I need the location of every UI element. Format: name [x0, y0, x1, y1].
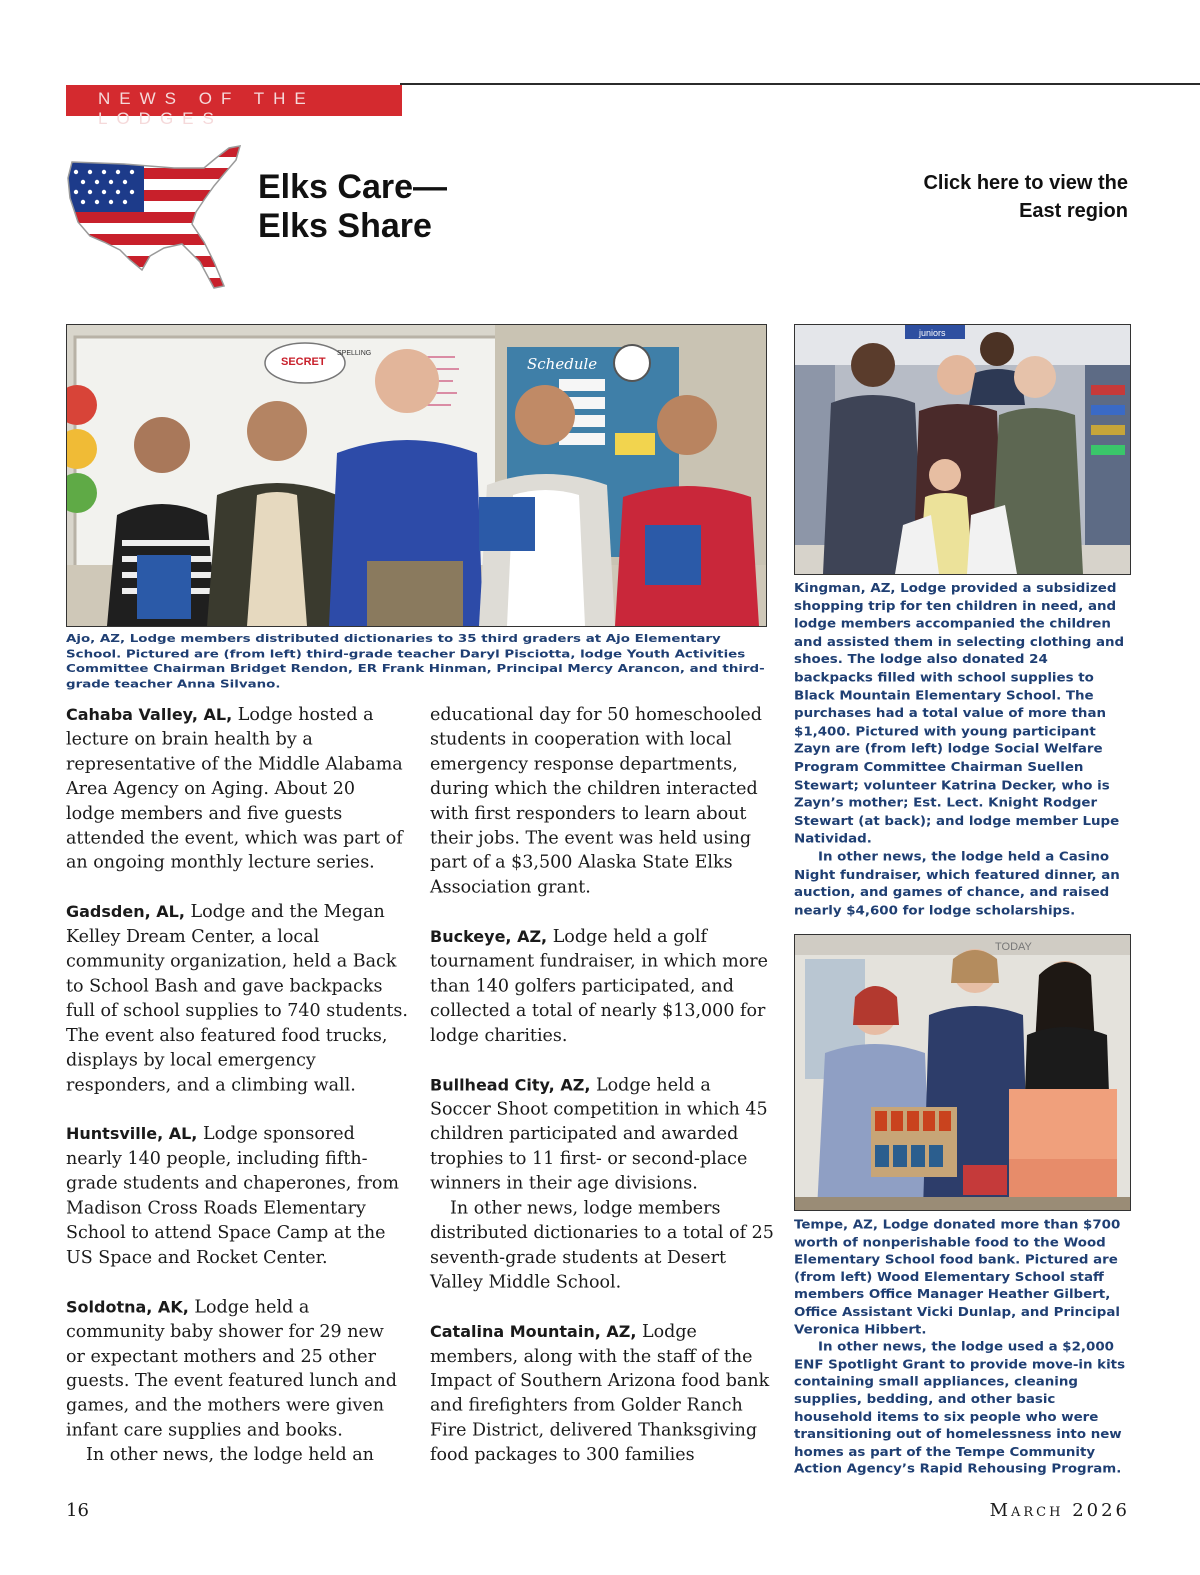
- kingman-caption: [794, 580, 1129, 920]
- top-rule: [400, 83, 1200, 85]
- cahaba-valley-item: [66, 703, 408, 876]
- section-label: NEWS OF THE LODGES: [98, 89, 315, 128]
- catalina-mountain-item: [430, 1320, 775, 1468]
- soldotna-text: Lodge held a community baby shower for 29 new or expectant mothers and 25 other guests. The event featured lunch and games, and the mothers were given infant care supplies and books.: [66, 1297, 398, 1441]
- us-flag-map-icon: [64, 138, 244, 290]
- headline-line-1: Elks Care—: [258, 168, 447, 206]
- gadsden-item: [66, 900, 408, 1097]
- catalina-mountain-location: Catalina Mountain, AZ,: [430, 1321, 637, 1341]
- buckeye-item: [430, 925, 775, 1048]
- soldotna-more: In other news, the lodge held an: [86, 1445, 374, 1466]
- headline: [258, 168, 447, 246]
- cahaba-valley-location: Cahaba Valley, AL,: [66, 704, 233, 724]
- page-number: 16: [66, 1500, 89, 1521]
- soldotna-location: Soldotna, AK,: [66, 1297, 189, 1317]
- catalina-mountain-text: Lodge members, along with the staff of the Impact of Southern Arizona food bank and firefighters from Golder Ranch Fire District, delivered Thanksgiving food packages to 300 families: [430, 1321, 770, 1466]
- today-sign: TODAY: [995, 941, 1032, 953]
- kingman-caption-text: Lodge provided a subsidized shopping trip for ten children in need, and lodge members accompanied the children and assisted them in selecting clothing and shoes. The lodge also donated 24 backpacks filled with school supplies to Black Mountain Elementary School. The purchases had a total value of more than $1,400. Pictured with young participant Zayn are (from left) lodge Social Welfare Program Committee Chairman Suellen Stewart; volunteer Katrina Decker, who is Zayn’s mother; Est. Lect. Knight Rodger Stewart (at back); and lodge member Lupe Natividad.: [794, 581, 1125, 847]
- bullhead-city-location: Bullhead City, AZ,: [430, 1075, 591, 1095]
- east-region-link[interactable]: [828, 169, 1128, 225]
- tempe-foodbank-photo: [794, 934, 1131, 1211]
- huntsville-text: Lodge sponsored nearly 140 people, including fifth-grade students and chaperones, from Madison Cross Roads Elementary School to attend Space Camp at the US Space and Rocket Center.: [66, 1124, 399, 1268]
- huntsville-location: Huntsville, AL,: [66, 1124, 198, 1144]
- article-column-1: [66, 703, 408, 1493]
- buckeye-text: Lodge held a golf tournament fundraiser, in which more than 140 golfers participated, and collected a total of nearly $13,000 for lodge charities.: [430, 927, 769, 1046]
- ajo-caption-text: Lodge members distributed dictionaries to 35 third graders at Ajo Elementary School. Pictured are (from left) third-grade teacher Daryl Pisciotta, lodge Youth Activities Committee Chairman Bridget Rendon, ER Frank Hinman, Principal Mercy Arancon, and third-grade teacher Anna Silvano.: [66, 633, 765, 691]
- gadsden-text: Lodge and the Megan Kelley Dream Center, a local community organization, held a Back to School Bash and gave backpacks full of school supplies to 740 students. The event also featured food trucks, displays by local emergency responders, and a climbing wall.: [66, 902, 408, 1096]
- huntsville-item: [66, 1123, 408, 1271]
- ajo-caption-location: Ajo, AZ,: [66, 633, 126, 646]
- tempe-caption: [794, 1217, 1129, 1479]
- kingman-store-photo: [794, 324, 1131, 575]
- schedule-label: Schedule: [527, 355, 598, 373]
- region-link-line-2: East region: [1019, 200, 1128, 222]
- tempe-caption-location: Tempe, AZ,: [794, 1218, 878, 1233]
- issue-date: March 2026: [989, 1500, 1130, 1521]
- region-link-line-1: Click here to view the: [923, 172, 1128, 194]
- ajo-caption: [66, 632, 765, 692]
- juniors-sign: juniors: [919, 328, 946, 338]
- tempe-caption-text: Lodge donated more than $700 worth of nonperishable food to the Wood Elementary School food bank. Pictured are (from left) Wood Elementary School staff members Office Manager Heather Gilbert, Office Assistant Vicki Dunlap, and Principal Veronica Hibbert.: [794, 1218, 1121, 1337]
- bullhead-city-item: [430, 1073, 775, 1295]
- ajo-classroom-photo: [66, 324, 767, 627]
- section-banner: [66, 85, 402, 128]
- cahaba-valley-text: Lodge hosted a lecture on brain health by a representative of the Middle Alabama Area Agency on Aging. About 20 lodge members and five guests attended the event, which was part of an ongoing monthly lecture series.: [66, 704, 403, 873]
- spelling-label: SPELLING: [337, 350, 372, 357]
- kingman-caption-more: In other news, the lodge held a Casino Night fundraiser, which featured dinner, an auction, and games of chance, and raised nearly $4,600 for lodge scholarships.: [794, 850, 1120, 918]
- buckeye-location: Buckeye, AZ,: [430, 927, 548, 946]
- kingman-caption-location: Kingman, AZ,: [794, 581, 896, 596]
- bullhead-city-text: Lodge held a Soccer Shoot competition in which 45 children participated and awarded trophies to 11 first- or second-place winners in their age divisions.: [430, 1075, 768, 1194]
- soldotna-item: [66, 1295, 408, 1468]
- article-column-2: [430, 703, 775, 1493]
- headline-line-2: Elks Share: [258, 207, 432, 245]
- soldotna-continued: educational day for 50 homeschooled students in cooperation with local emergency response departments, during which the children interacted with first responders to learn about their jobs. The event was held using part of a $3,500 Alaska State Elks Association grant.: [430, 704, 762, 898]
- bullhead-city-more: In other news, lodge members distributed dictionaries to a total of 25 seventh-grade students at Desert Valley Middle School.: [430, 1198, 774, 1293]
- tempe-caption-more: In other news, the lodge used a $2,000 ENF Spotlight Grant to provide move-in kits containing small appliances, cleaning supplies, bedding, and other basic household items to six people who were transitioning out of homelessness into new homes as part of the Tempe Community Action Agency’s Rapid Rehousing Program.: [794, 1340, 1126, 1477]
- gadsden-location: Gadsden, AL,: [66, 902, 185, 922]
- secret-label: SECRET: [281, 356, 326, 368]
